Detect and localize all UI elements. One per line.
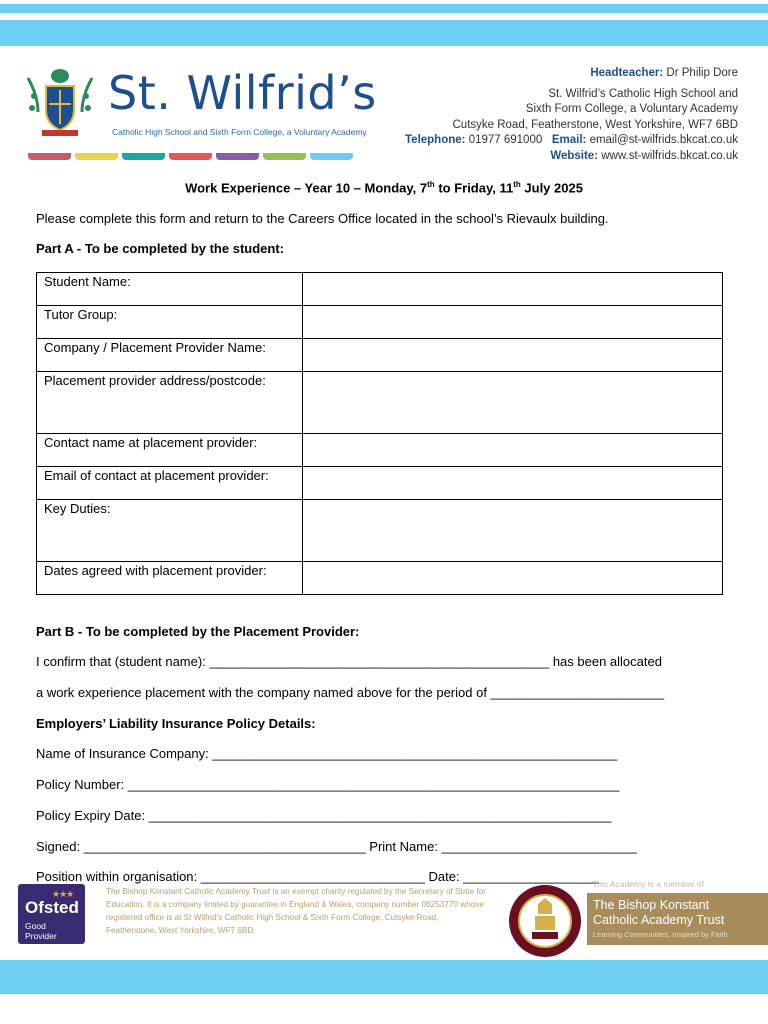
form-title: Work Experience – Year 10 – Monday, 7th to Friday, 11th July 2025 xyxy=(185,180,583,196)
ofsted-rating: Good Provider xyxy=(25,921,57,941)
tutor-group-field[interactable] xyxy=(303,306,723,339)
color-strip-segment xyxy=(310,153,353,160)
part-a-heading: Part A - To be completed by the student: xyxy=(36,241,284,256)
ofsted-stars-icon: ★★★ xyxy=(52,889,74,899)
color-strip xyxy=(28,153,353,160)
contact-name-field[interactable] xyxy=(303,434,723,467)
school-crest-logo xyxy=(24,66,96,142)
email-link[interactable]: email@st-wilfrids.bkcat.co.uk xyxy=(589,134,738,146)
contact-block xyxy=(405,66,738,164)
trust-name-line-1: The Bishop Konstant xyxy=(593,898,710,912)
ofsted-badge xyxy=(18,884,85,944)
color-strip-segment xyxy=(75,153,118,160)
table-row xyxy=(37,273,723,306)
field-label: Key Duties: xyxy=(37,500,303,562)
table-row xyxy=(37,467,723,500)
website-link[interactable]: www.st-wilfrids.bkcat.co.uk xyxy=(601,149,738,162)
field-label: Dates agreed with placement provider: xyxy=(37,562,303,595)
field-label: Company / Placement Provider Name: xyxy=(37,339,303,372)
color-strip-segment xyxy=(263,153,306,160)
table-row xyxy=(37,339,723,372)
headteacher-name: Dr Philip Dore xyxy=(666,67,738,79)
table-row xyxy=(37,434,723,467)
table-row xyxy=(37,500,723,562)
signature-line[interactable]: Signed: _______________________________________ Print Name: ___________________________ xyxy=(36,839,637,854)
insurance-company-line[interactable]: Name of Insurance Company: ________________________________________________________ xyxy=(36,746,618,761)
key-duties-field[interactable] xyxy=(303,500,723,562)
dates-field[interactable] xyxy=(303,562,723,595)
field-label: Contact name at placement provider: xyxy=(37,434,303,467)
student-details-table xyxy=(36,272,723,595)
website-label: Website: xyxy=(550,149,599,162)
company-name-field[interactable] xyxy=(303,339,723,372)
headteacher-label: Headteacher: xyxy=(590,67,664,79)
trust-logo-box xyxy=(587,893,768,945)
field-label: Placement provider address/postcode: xyxy=(37,372,303,434)
bkcat-seal-logo xyxy=(508,884,582,958)
part-b-heading: Part B - To be completed by the Placement Provider: xyxy=(36,624,360,639)
trust-name-line-2: Catholic Academy Trust xyxy=(593,913,725,927)
trust-legal-text: The Bishop Konstant Catholic Academy Trust is an exempt charity regulated by the Secretary of State for Education. It is a company limited by guarantee in England & Wales, company number 08253770 whose registered office is at St Wilfrid’s Catholic High School & Sixth Form College, Cutsyke Road, Featherstone, West Yorkshire, WF7 6BD. xyxy=(106,887,487,935)
color-strip-segment xyxy=(28,153,71,160)
table-row xyxy=(37,372,723,434)
contact-email-field[interactable] xyxy=(303,467,723,500)
color-strip-segment xyxy=(216,153,259,160)
insurance-heading: Employers’ Liability Insurance Policy Details: xyxy=(36,716,316,731)
school-name: St. Wilfrid’s xyxy=(108,66,377,120)
intro-text: Please complete this form and return to the Careers Office located in the school’s Rievaulx building. xyxy=(36,211,609,226)
member-text: This Academy is a member of xyxy=(592,879,704,889)
address-line-3: Cutsyke Road, Featherstone, West Yorkshire, WF7 6BD xyxy=(452,118,738,131)
address-line-2: Sixth Form College, a Voluntary Academy xyxy=(525,103,738,115)
address-field[interactable] xyxy=(303,372,723,434)
address-line-1: St. Wilfrid’s Catholic High School and xyxy=(548,87,738,100)
table-row xyxy=(37,562,723,595)
policy-expiry-line[interactable]: Policy Expiry Date: ________________________________________________________________ xyxy=(36,808,612,823)
color-strip-segment xyxy=(122,153,165,160)
field-label: Student Name: xyxy=(37,273,303,306)
table-row xyxy=(37,306,723,339)
ofsted-name: Ofsted xyxy=(25,898,79,917)
field-label: Email of contact at placement provider: xyxy=(37,467,303,500)
header-band xyxy=(0,20,768,46)
top-accent-band xyxy=(0,4,768,13)
email-label: Email: xyxy=(551,134,587,146)
telephone: 01977 691000 xyxy=(468,134,543,146)
policy-number-line[interactable]: Policy Number: ____________________________________________________________________ xyxy=(36,777,620,792)
placement-period-line[interactable]: a work experience placement with the company named above for the period of ________________________ xyxy=(36,685,665,700)
footer-band xyxy=(0,960,768,994)
confirm-student-line[interactable]: I confirm that (student name): _______________________________________________ has been allocated xyxy=(36,654,662,669)
trust-tagline: Learning Communities, Inspired by Faith xyxy=(593,930,728,939)
telephone-label: Telephone: xyxy=(405,134,466,146)
position-date-line[interactable]: Position within organisation: _______________________________ Date: ___________________ xyxy=(36,869,601,884)
field-label: Tutor Group: xyxy=(37,306,303,339)
school-subtitle: Catholic High School and Sixth Form College, a Voluntary Academy xyxy=(112,127,367,137)
student-name-field[interactable] xyxy=(303,273,723,306)
color-strip-segment xyxy=(169,153,212,160)
